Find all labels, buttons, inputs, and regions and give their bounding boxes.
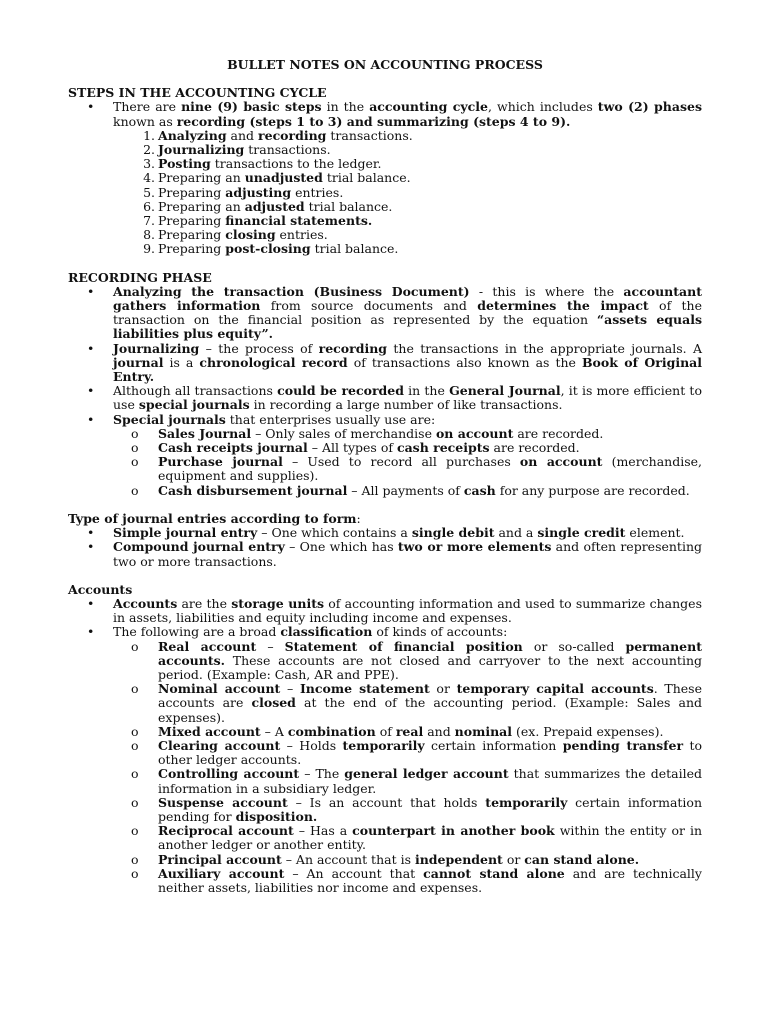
text-run: Compound journal entry [113,539,285,555]
sub-bullet-item [113,796,702,824]
text-run: and a [494,525,538,541]
text-run: . These accounts are [158,681,702,711]
text-run: of [375,723,396,739]
text-run: nominal [454,723,513,739]
text-run: counterpart in another book [352,823,555,839]
text-run: entries. [291,184,344,200]
numbered-step [113,143,702,157]
circle-bullet-icon: o [131,454,139,470]
numbered-step [113,157,702,171]
text-run: within the entity or in another ledger or another entity. [158,823,702,853]
sub-bullet-list [113,640,702,896]
text-run: – An account that is [281,851,415,867]
text-run: unadjusted [244,170,323,186]
circle-bullet-icon: o [131,638,139,654]
numbered-step [113,242,702,256]
text-run: , it is more efficient to use [113,383,702,413]
text-run: of accounting information and used to summarize changes in assets, liabilities and equity including income and expenses. [113,595,702,626]
text-run: of kinds of accounts: [372,624,508,640]
sub-bullet-text [158,639,702,682]
numbered-step [113,129,702,143]
text-run: – Holds [280,737,343,753]
circle-bullet-icon: o [131,851,139,867]
circle-bullet-icon: o [131,794,139,810]
steps-list [113,129,702,257]
text-run: two (2) phases [597,99,702,115]
text-run: – One which has [284,539,398,555]
bullet-item [68,342,702,385]
text-run: Clearing account [158,737,281,753]
text-run: chronological record [199,354,348,370]
text-run: entries. [275,227,328,243]
text-run: Book of Original Entry. [113,354,702,385]
sub-bullet-list [113,427,702,498]
text-run: certain information [424,737,563,753]
sub-bullet-item [113,824,702,852]
circle-bullet-icon: o [131,823,139,839]
text-run: of transactions also known as the [347,354,582,370]
item-text [158,227,328,242]
bullet-item [68,526,702,540]
bullet-icon: • [87,525,95,541]
text-run: trial balance. [304,198,393,214]
step-number: 8. [143,227,155,243]
text-run: known as [113,113,177,129]
step-number: 9. [143,241,155,257]
text-run: combination [287,723,376,739]
text-run: are recorded. [489,440,580,456]
text-run: – Has a [293,823,353,839]
text-run: Income statement [299,681,430,697]
bullet-item [68,413,702,498]
item-text [158,170,411,185]
item-text [113,412,435,427]
text-run: – Only sales of merchandise [251,425,436,441]
text-run: trial balance. [310,241,399,257]
text-run: recording [318,340,388,356]
text-run: – One which contains a [257,525,412,541]
item-text [158,213,372,228]
text-run: could be recorded [277,383,404,399]
text-run: – All payments of [347,482,464,498]
step-number: 6. [143,198,155,214]
text-run: or so-called [522,638,626,654]
circle-bullet-icon: o [131,681,139,697]
text-run: in recording a large number of like transactions. [249,397,563,413]
item-text [158,142,331,157]
text-run: – All types of [307,440,397,456]
text-run: Mixed account [158,723,261,739]
text-run: and often representing two or more transactions. [113,539,703,569]
step-number: 4. [143,170,155,186]
text-run: is a [163,354,200,370]
sub-bullet-item [113,640,702,683]
section-accounts [68,583,702,895]
text-run: Reciprocal account [158,823,294,839]
text-run: permanent accounts. [158,638,702,668]
step-number: 7. [143,213,155,229]
steps-bullets [68,100,702,256]
bullet-icon: • [87,99,95,115]
sub-bullet-item [113,853,702,867]
text-run: Preparing [158,227,226,243]
text-run: – [256,638,285,654]
sub-bullet-text [158,440,580,455]
bullet-item [68,597,702,625]
text-run: financial statements. [225,213,373,229]
text-run: independent [414,851,503,867]
accounts-heading: Accounts [68,581,133,597]
text-run: determines the impact [477,298,649,314]
text-run: Statement of financial position [284,638,523,654]
item-text [113,525,685,540]
text-run: cannot stand alone [423,865,565,881]
text-run: Suspense account [158,794,288,810]
text-run: disposition. [235,808,318,824]
sub-bullet-text [158,795,702,824]
circle-bullet-icon: o [131,865,139,881]
text-run: temporarily [342,737,425,753]
bullet-icon: • [87,283,95,299]
numbered-step [113,228,702,242]
text-run: that summarizes the detailed information in a subsidiary ledger. [158,766,703,796]
text-run: closing [225,227,276,243]
text-run: Cash receipts journal [158,440,308,456]
journal-types-heading: Type of journal entries according to form: [68,510,361,526]
steps-intro-text [113,99,702,128]
circle-bullet-icon: o [131,482,139,498]
sub-bullet-item [113,725,702,739]
recording-bullets [68,285,702,498]
sub-bullet-text [158,823,702,852]
step-number: 2. [143,142,155,158]
text-run: Journalizing [113,340,200,356]
sub-bullet-text [158,852,639,867]
bullet-item [68,540,702,568]
circle-bullet-icon: o [131,440,139,456]
sub-bullet-item [113,867,702,895]
bullet-item [68,384,702,412]
text-run: Analyzing [158,127,227,143]
text-run: or [502,851,525,867]
section-steps [68,86,702,256]
bullet-icon: • [87,595,95,611]
bullet-icon: • [87,383,95,399]
bullet-item [68,625,702,895]
text-run: accounting cycle [369,99,488,115]
text-run: single debit [411,525,495,541]
journal-types-bullets [68,526,702,569]
bullet-icon: • [87,539,95,555]
text-run: “assets equals liabilities plus equity”. [113,312,702,342]
text-run: adjusting [225,184,292,200]
circle-bullet-icon: o [131,766,139,782]
text-run: can stand alone. [524,851,640,867]
text-run: to other ledger accounts. [158,737,702,768]
text-run: transactions. [244,142,331,158]
sub-bullet-text [158,724,663,739]
bullet-item [68,100,702,256]
item-text [113,596,702,625]
item-text [158,156,381,171]
recording-heading: RECORDING PHASE [68,269,212,285]
text-run: post-closing [225,241,311,257]
sub-bullet-text [158,866,702,895]
text-run: Cash disbursement journal [158,482,348,498]
text-run: Analyzing the transaction (Business Document) [113,283,470,299]
text-run: (merchandise, equipment and supplies). [158,454,703,484]
item-text [158,185,343,200]
text-run: Auxiliary account [158,865,285,881]
circle-bullet-icon: o [131,737,139,753]
sub-bullet-text [158,681,702,724]
numbered-step [113,171,702,185]
text-run: Real account [158,638,257,654]
text-run: or [429,681,457,697]
text-run: nine (9) basic steps [181,99,322,115]
step-number: 3. [143,156,155,172]
text-run: Purchase journal [158,454,283,470]
text-run: journal [113,354,164,370]
text-run: Special journals [113,411,226,427]
text-run: temporary capital accounts [456,681,654,697]
sub-bullet-item [113,767,702,795]
item-text [113,383,702,412]
bullet-icon: • [87,340,95,356]
text-run: recording [258,127,327,143]
text-run: special journals [138,397,250,413]
sub-bullet-item [113,484,702,498]
text-run: temporarily [485,794,568,810]
text-run: Posting [158,156,211,172]
item-text [113,341,702,384]
text-run: Principal account [158,851,282,867]
text-run: in the [403,383,450,399]
text-run: There are [113,99,182,115]
bullet-icon: • [87,411,95,427]
text-run: classification [280,624,373,640]
step-number: 1. [143,127,155,143]
text-run: closed [251,695,296,711]
sub-bullet-text [158,426,603,441]
item-text [158,128,413,143]
text-run: Preparing an [158,198,245,214]
text-run: Preparing [158,184,226,200]
text-run: General Journal [449,383,561,399]
text-run: – The [299,766,345,782]
step-number: 5. [143,184,155,200]
text-run: Sales Journal [158,425,252,441]
item-text [113,284,702,342]
text-run: in the [321,99,370,115]
text-run: Preparing [158,241,226,257]
text-run: are recorded. [513,425,604,441]
text-run: – [280,681,300,697]
text-run: are the [177,595,232,611]
text-run: single credit [537,525,626,541]
text-run: Preparing [158,213,226,229]
item-text [158,241,398,256]
sub-bullet-item [113,682,702,725]
text-run: recording (steps 1 to 3) and summarizing (steps 4 to 9). [176,113,571,129]
document-title: BULLET NOTES ON ACCOUNTING PROCESS [227,57,543,72]
text-run: Accounts [113,595,178,611]
sub-bullet-item [113,455,702,483]
text-run: Journalizing [158,142,245,158]
text-run: certain information pending for [158,794,702,824]
sub-bullet-text [158,738,702,767]
text-run: - this is where the [469,283,624,299]
text-run: general ledger account [344,766,509,782]
circle-bullet-icon: o [131,723,139,739]
text-run: element. [625,525,685,541]
text-run: (ex. Prepaid expenses). [512,723,664,739]
sub-bullet-item [113,739,702,767]
text-run: the transactions in the appropriate journals. A [387,340,702,356]
text-run: and [423,723,455,739]
text-run: Nominal account [158,681,281,697]
text-run: on account [519,454,603,470]
steps-heading: STEPS IN THE ACCOUNTING CYCLE [68,85,327,101]
text-run: and are technically neither assets, liabilities nor income and expenses. [158,865,702,895]
item-text [113,539,702,568]
text-run: of the transaction on the financial position as represented by the equation [113,298,702,328]
accounts-bullets [68,597,702,895]
text-run: two or more elements [397,539,552,555]
text-run: and [226,127,259,143]
text-run: – Is an account that holds [287,794,486,810]
text-run: – A [260,723,288,739]
sub-bullet-text [158,483,690,498]
text-run: adjusted [244,198,305,214]
text-run: pending transfer [562,737,684,753]
text-run: , which includes [487,99,598,115]
sub-bullet-item [113,441,702,455]
text-run: at the end of the accounting period. (Example: Sales and expenses). [158,695,703,725]
text-run: real [395,723,424,739]
text-run: The following are a broad [113,624,281,640]
text-run: from source documents and [260,298,478,314]
item-text [158,199,392,214]
text-run: These accounts are not closed and carryover to the next accounting period. (Example: Cash, AR and PPE). [158,652,702,682]
text-run: cash [463,482,496,498]
section-recording [68,271,702,498]
text-run: storage units [231,595,325,611]
document-body [68,58,702,895]
bullet-icon: • [87,624,95,640]
bullet-item [68,285,702,342]
sub-bullet-text [158,766,702,795]
numbered-step [113,186,702,200]
text-run: that enterprises usually use are: [225,411,436,427]
text-run: for any purpose are recorded. [495,482,690,498]
text-run: Although all transactions [113,383,278,399]
numbered-step [113,200,702,214]
text-run: – the process of [199,340,319,356]
text-run: accountant gathers information [113,283,702,314]
numbered-step [113,214,702,228]
text-run: Simple journal entry [113,525,258,541]
text-run: cash receipts [396,440,490,456]
item-text [113,624,507,639]
circle-bullet-icon: o [131,425,139,441]
sub-bullet-text [158,454,702,483]
section-journal-types [68,512,702,569]
text-run: trial balance. [322,170,411,186]
text-run: – Used to record all purchases [282,454,520,470]
text-run: on account [435,425,514,441]
text-run: – An account that [284,865,424,881]
sub-bullet-item [113,427,702,441]
text-run: transactions to the ledger. [210,156,382,172]
text-run: transactions. [326,127,413,143]
text-run: Controlling account [158,766,300,782]
text-run: Preparing an [158,170,245,186]
